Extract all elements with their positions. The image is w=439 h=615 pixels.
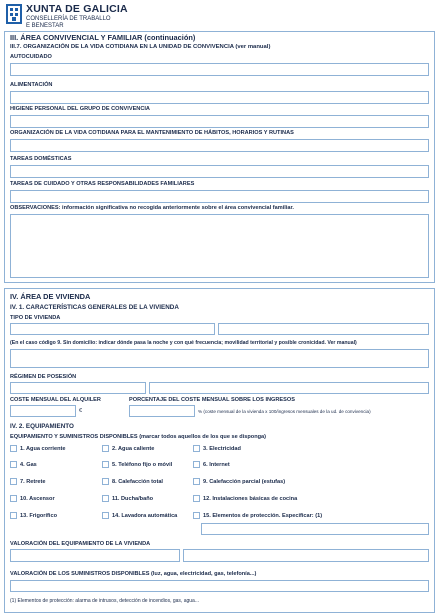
regimen-posesion-field-2[interactable] (149, 382, 429, 394)
lavadora-checkbox[interactable] (102, 512, 109, 519)
electricidad-label: 3. Electricidad (203, 446, 241, 452)
ascensor-label: 10. Ascensor (20, 496, 55, 502)
valoracion-equipamiento-label: VALORACIÓN DEL EQUIPAMIENTO DE LA VIVIENDA (10, 541, 151, 547)
euro-unit: € (79, 408, 83, 414)
valoracion-equipamiento-field-2[interactable] (183, 549, 429, 562)
cocina-label: 12. Instalaciones básicas de cocina (203, 496, 298, 502)
department-name (26, 16, 111, 30)
observaciones-field[interactable] (10, 214, 429, 278)
section-3-title: III. ÁREA CONVIVENCIAL Y FAMILIAR (continuación) (10, 33, 196, 42)
calefaccion-parcial-label: 9. Calefacción parcial (estufas) (203, 479, 286, 485)
especificar-field[interactable] (201, 523, 429, 535)
calefaccion-total-label: 8. Calefacción total (112, 479, 163, 485)
tipo-vivienda-label: TIPO DE VIVIENDA (10, 315, 61, 321)
equipamiento-label: EQUIPAMIENTO Y SUMINISTROS DISPONIBLES (marcar todos aquellos de los que se disponga) (10, 434, 267, 440)
calefaccion-parcial-checkbox[interactable] (193, 478, 200, 485)
tareas-cuidado-field[interactable] (10, 190, 429, 203)
section-4-title: IV. ÁREA DE VIVIENDA (10, 292, 91, 301)
codigo-9-field[interactable] (10, 349, 429, 368)
porcentaje-note: % (coste mensual de la vivienda x 100/ingresos mensuales de la ud. de convivencia) (198, 409, 371, 414)
internet-checkbox[interactable] (193, 461, 200, 468)
section-4-1-subtitle: IV. 1. CARACTERÍSTICAS GENERALES DE LA VIVIENDA (10, 304, 179, 311)
elementos-proteccion-label: 15. Elementos de protección. Especificar: (1) (203, 513, 323, 519)
section-4-2-subtitle: IV. 2. EQUIPAMIENTO (10, 423, 74, 430)
electricidad-checkbox[interactable] (193, 445, 200, 452)
telefono-label: 5. Teléfono fijo o móvil (112, 462, 173, 468)
telefono-checkbox[interactable] (102, 461, 109, 468)
retrete-label: 7. Retrete (20, 479, 46, 485)
footnote: (1) Elementos de protección: alarma de intrusos, detección de incendios, gas, agua... (10, 598, 199, 604)
higiene-label: HIGIENE PERSONAL DEL GRUPO DE CONVIVENCIA (10, 106, 150, 112)
lavadora-label: 14. Lavadora automática (112, 513, 178, 519)
gas-checkbox[interactable] (10, 461, 17, 468)
retrete-checkbox[interactable] (10, 478, 17, 485)
tipo-vivienda-field-2[interactable] (218, 323, 429, 335)
org-name: XUNTA DE GALICIA (26, 3, 128, 15)
autocuidado-field[interactable] (10, 63, 429, 76)
internet-label: 6. Internet (203, 462, 230, 468)
ducha-bano-checkbox[interactable] (102, 495, 109, 502)
elementos-proteccion-checkbox[interactable] (193, 512, 200, 519)
department-line-1: CONSELLERÍA DE TRABALLO (26, 16, 111, 22)
observaciones-label: OBSERVACIONES: información significativa no recogida anteriormente sobre el área convivencial familiar. (10, 205, 294, 211)
tareas-domesticas-field[interactable] (10, 165, 429, 178)
agua-caliente-label: 2. Agua caliente (112, 446, 155, 452)
tareas-domesticas-label: TAREAS DOMÉSTICAS (10, 156, 72, 162)
agua-corriente-checkbox[interactable] (10, 445, 17, 452)
porcentaje-field[interactable] (129, 405, 195, 417)
higiene-field[interactable] (10, 115, 429, 128)
valoracion-equipamiento-field-1[interactable] (10, 549, 180, 562)
section-area-convivencial (4, 31, 435, 283)
regimen-posesion-field-1[interactable] (10, 382, 146, 394)
section-area-vivienda (4, 288, 435, 613)
frigorifico-label: 13. Frigorífico (20, 513, 57, 519)
frigorifico-checkbox[interactable] (10, 512, 17, 519)
tipo-vivienda-field-1[interactable] (10, 323, 215, 335)
organizacion-field[interactable] (10, 139, 429, 152)
autocuidado-label: AUTOCUIDADO (10, 54, 52, 60)
ascensor-checkbox[interactable] (10, 495, 17, 502)
organizacion-label: ORGANIZACIÓN DE LA VIDA COTIDIANA PARA EL MANTENIMIENTO DE HÁBITOS, HORARIOS Y RUTINAS (10, 130, 294, 136)
regimen-posesion-label: RÉGIMEN DE POSESIÓN (10, 374, 77, 380)
valoracion-suministros-field[interactable] (10, 580, 429, 592)
agua-caliente-checkbox[interactable] (102, 445, 109, 452)
gas-label: 4. Gas (20, 462, 37, 468)
alimentacion-field[interactable] (10, 91, 429, 104)
xunta-logo-icon (6, 4, 22, 24)
cocina-checkbox[interactable] (193, 495, 200, 502)
calefaccion-total-checkbox[interactable] (102, 478, 109, 485)
ducha-bano-label: 11. Ducha/baño (112, 496, 154, 502)
form-header (4, 2, 434, 30)
codigo-9-label: (En el caso código 9. Sin domicilio: indicar dónde pasa la noche y con qué frecuencia; movilidad territorial y posible cronicidad. Ver manual) (10, 340, 357, 346)
valoracion-suministros-label: VALORACIÓN DE LOS SUMINISTROS DISPONIBLES (luz, agua, electricidad, gas, telefonía...) (10, 571, 257, 577)
agua-corriente-label: 1. Agua corriente (20, 446, 66, 452)
department-line-2: E BENESTAR (26, 23, 64, 29)
coste-alquiler-label: COSTE MENSUAL DEL ALQUILER (10, 397, 101, 403)
coste-alquiler-field[interactable] (10, 405, 76, 417)
alimentacion-label: ALIMENTACIÓN (10, 82, 53, 88)
tareas-cuidado-label: TAREAS DE CUIDADO Y OTRAS RESPONSABILIDADES FAMILIARES (10, 181, 195, 187)
porcentaje-label: PORCENTAJE DEL COSTE MENSUAL SOBRE LOS INGRESOS (129, 397, 295, 403)
section-3-7-subtitle: III.7. ORGANIZACIÓN DE LA VIDA COTIDIANA EN LA UNIDAD DE CONVIVENCIA (ver manual) (10, 44, 271, 50)
